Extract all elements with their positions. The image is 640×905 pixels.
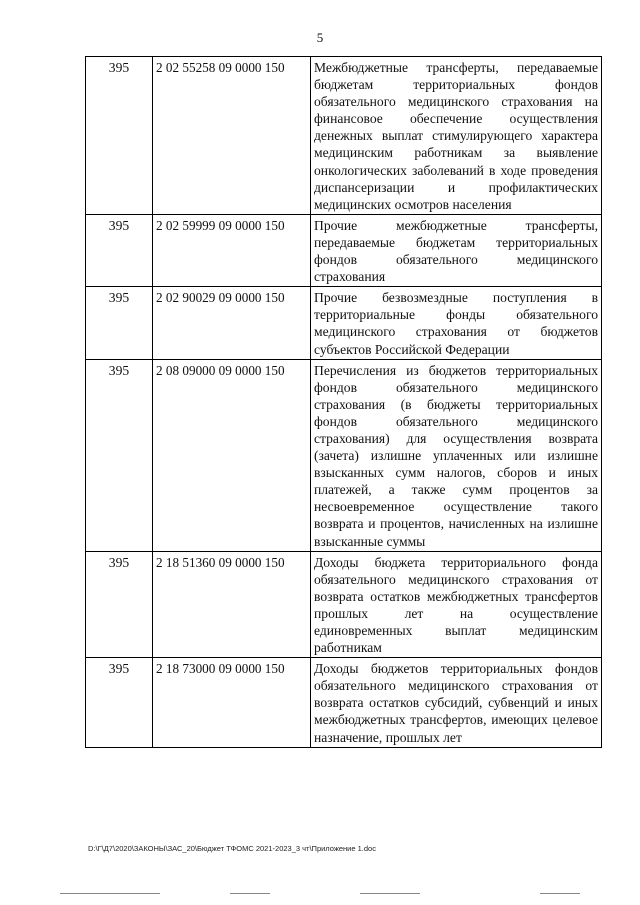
- budget-code-cell: 2 18 51360 09 0000 150: [153, 551, 311, 658]
- scan-artifact: [540, 893, 580, 894]
- footer-file-path: D:\Г\Д7\2020\ЗАКОНЫ\ЗАС_20\Бюджет ТФОМС 2021-2023_3 чт\Приложение 1.doc: [88, 844, 376, 853]
- budget-code-cell: 2 18 73000 09 0000 150: [153, 658, 311, 747]
- budget-code-cell: 2 02 55258 09 0000 150: [153, 57, 311, 215]
- scan-artifact: [360, 893, 420, 894]
- budget-code-cell: 2 02 90029 09 0000 150: [153, 287, 311, 359]
- table-row: [86, 359, 602, 551]
- description-cell: Доходы бюджетов территориальных фондов обязательного медицинского страхования от возврата остатков субсидий, субвенций и иных межбюджетных трансфертов, имеющих целевое назначение, прошлых лет: [311, 658, 602, 747]
- description-cell: Перечисления из бюджетов территориальных фондов обязательного медицинского страхования (в бюджеты территориальных фондов обязательного медицинского страхования) для осуществления возврата (зачета) излишне уплаченных или излишне взысканных сумм налогов, сборов и иных платежей, а также сумм процентов за несвоевременное осуществление такого возврата и процентов, начисленных на излишне взысканные суммы: [311, 359, 602, 551]
- table-row: [86, 57, 602, 215]
- budget-code-cell: 2 08 09000 09 0000 150: [153, 359, 311, 551]
- admin-code-cell: 395: [86, 214, 153, 286]
- description-cell: Межбюджетные трансферты, передаваемые бюджетам территориальных фондов обязательного медицинского страхования на финансовое обеспечение осуществления денежных выплат стимулирующего характера медицинским работникам за выявление онкологических заболеваний в ходе проведения диспансеризации и профилактических медицинских осмотров населения: [311, 57, 602, 215]
- table-row: [86, 214, 602, 286]
- admin-code-cell: 395: [86, 57, 153, 215]
- scan-artifact: [60, 893, 160, 894]
- table-row: [86, 658, 602, 747]
- admin-code-cell: 395: [86, 658, 153, 747]
- budget-code-cell: 2 02 59999 09 0000 150: [153, 214, 311, 286]
- admin-code-cell: 395: [86, 359, 153, 551]
- admin-code-cell: 395: [86, 551, 153, 658]
- description-cell: Доходы бюджета территориального фонда обязательного медицинского страхования от возврата остатков межбюджетных трансфертов прошлых лет на осуществление единовременных выплат медицинским работникам: [311, 551, 602, 658]
- description-cell: Прочие межбюджетные трансферты, передаваемые бюджетам территориальных фондов обязательного медицинского страхования: [311, 214, 602, 286]
- budget-codes-table: [85, 56, 602, 748]
- table-row: [86, 287, 602, 359]
- page-number: 5: [316, 30, 324, 45]
- description-cell: Прочие безвозмездные поступления в территориальные фонды обязательного медицинского страхования от бюджетов субъектов Российской Федерации: [311, 287, 602, 359]
- admin-code-cell: 395: [86, 287, 153, 359]
- table-row: [86, 551, 602, 658]
- scan-artifact: [230, 893, 270, 894]
